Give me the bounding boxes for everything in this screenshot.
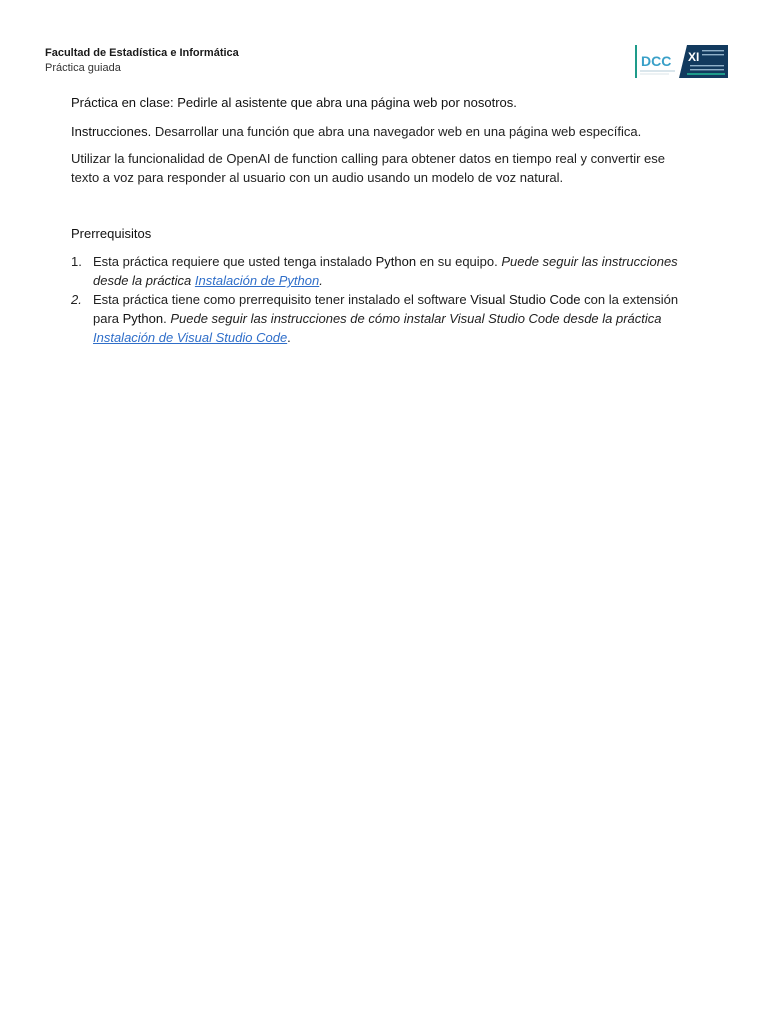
description-paragraph: Utilizar la funcionalidad de OpenAI de function calling para obtener datos en tiempo real y convertir ese texto a voz para responder al usuario con un audio usando un modelo de voz natural.: [71, 151, 666, 185]
python-install-link[interactable]: Instalación de Python: [194, 273, 320, 288]
item-text: en su equipo.: [416, 254, 502, 269]
instructions-paragraph: [71, 122, 696, 141]
logo-mark: DCC: [641, 53, 672, 69]
vscode-install-link[interactable]: Instalación de Visual Studio Code: [93, 330, 288, 345]
item-italic-text: Puede seguir las instrucciones desde la práctica: [93, 254, 678, 288]
item-end: .: [319, 273, 323, 288]
item-text: Esta práctica tiene como prerrequisito tener instalado el software: [93, 292, 471, 307]
software-python: Python: [122, 311, 164, 326]
practice-title: Práctica en clase: Pedirle al asistente que abra una página web por nosotros.: [71, 95, 517, 110]
item-text: .: [163, 311, 171, 326]
page-header: [45, 46, 239, 76]
instructions-label: Instrucciones.: [71, 124, 152, 139]
instructions-text: Desarrollar una función que abra una navegador web en una página web específica.: [151, 124, 642, 139]
document-type: Práctica guiada: [45, 62, 121, 74]
faculty-name: Facultad de Estadística e Informática: [45, 47, 239, 59]
prerequisites-list: [71, 252, 696, 347]
dcc-logo: [635, 44, 728, 79]
list-item-number: 2.: [71, 292, 82, 307]
list-item: [71, 290, 696, 347]
software-python: Python: [375, 254, 417, 269]
item-text: Esta práctica requiere que usted tenga instalado: [93, 254, 376, 269]
software-vscode: Visual Studio Code: [470, 292, 581, 307]
item-end: .: [287, 330, 291, 345]
list-item-number: 1.: [71, 254, 82, 269]
list-item: [71, 252, 696, 290]
prerequisites-heading: Prerrequisitos: [71, 226, 152, 241]
item-italic-text: Puede seguir las instrucciones de cómo instalar Visual Studio Code desde la práctica: [170, 311, 662, 326]
logo-numeral: XI: [688, 50, 700, 64]
item-text: con la extensión para: [93, 292, 679, 326]
document-body: [71, 94, 696, 347]
